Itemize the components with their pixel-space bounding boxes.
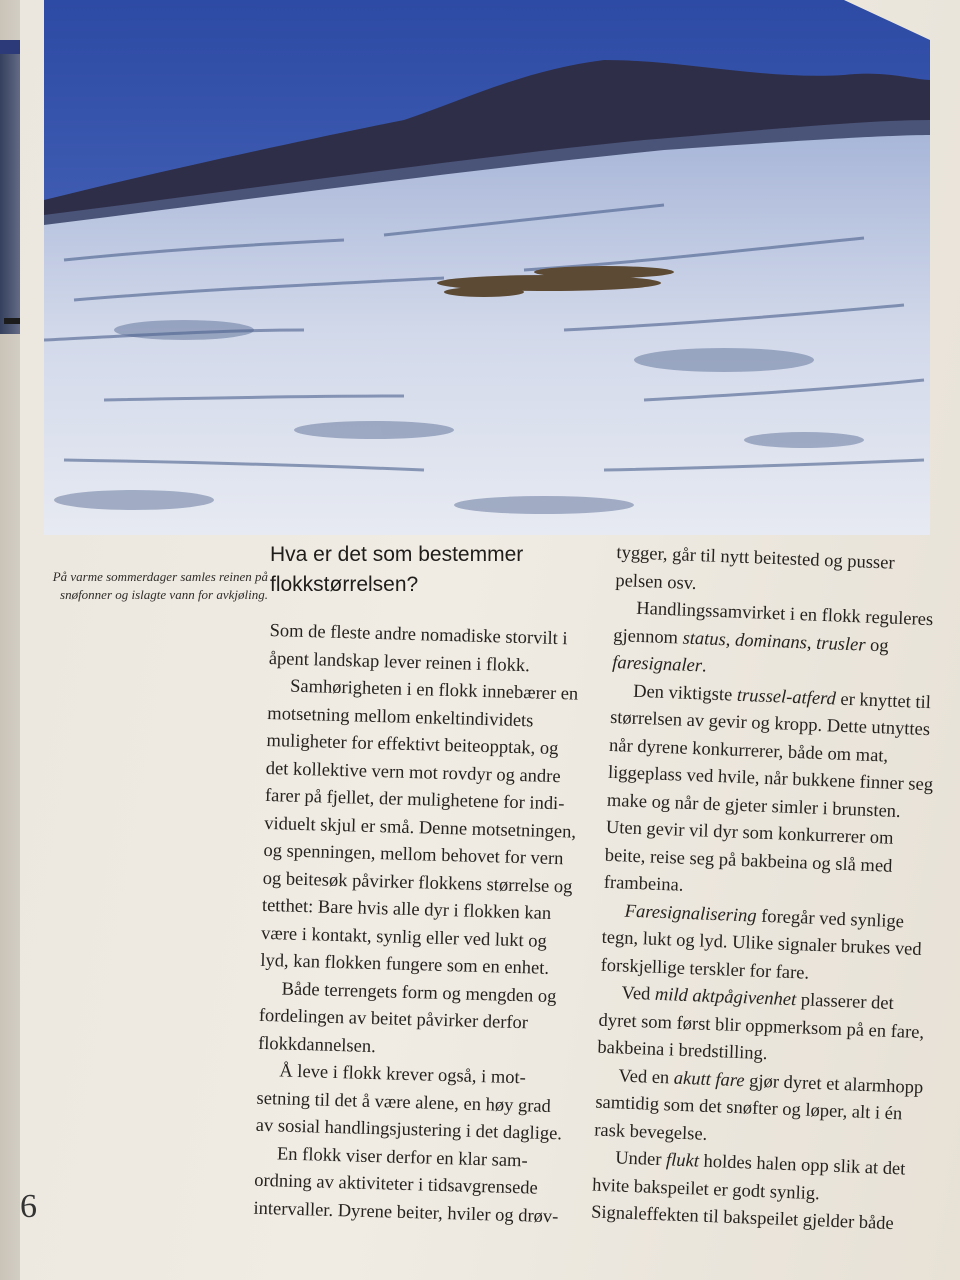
text-column-right (591, 540, 947, 1240)
emphasis-term: status (682, 628, 727, 650)
text-span: , (806, 632, 817, 654)
paragraph: Å leve i flokk krever også, i motsetning til det å være alene, en høy grad av sosial handlingsjustering i det daglige. (255, 1061, 563, 1145)
emphasis-term: trusler (815, 633, 866, 656)
paragraph: tygger, går til nytt beitested og pusser pelsen osv. (615, 542, 895, 594)
text-span: foregår ved synlige tegn, lukt og lyd. Ulike signaler brukes ved forskjellige terskler for fare. (600, 906, 922, 984)
text-span: er knyttet til størrelsen av gevir og kropp. Dette utnyttes når dyrene konkurrerer, både om mat, liggeplass ved hvile, når bukkene finner seg make og når de gjeter simler i brunsten. Uten gevir vil dyr som konkurrerer om beite, reise seg på bakbeina og slå med frambeina. (603, 689, 934, 896)
paragraph (600, 897, 933, 992)
emphasis-term: Faresignalisering (624, 901, 757, 927)
emphasis-term: flukt (665, 1150, 700, 1172)
text-span: Ved en (618, 1065, 675, 1089)
page-number: 6 (20, 1188, 37, 1225)
section-heading: Hva er det som bestemmer flokkstørrelsen? (270, 543, 524, 596)
emphasis-term: mild aktpågivenhet (654, 984, 797, 1011)
text-span: Handlingssamvirket i en flokk reguleres gjennom (612, 598, 934, 649)
paragraph: Samhørigheten i en flokk innebærer en motsetning mellom enkeltindividets muligheter for effektivt beiteopptak, og det kollektive vern mot rovdyr og andre farer på fjellet, der mulighetene for individuelt skjul er små. Denne motsetningen, og spenningen, mellom behovet for vern og beitesøk påvirker flokkens størrelse og tetthet: Bare hvis alle dyr i flokken kan være i kontakt, synlig eller ved lukt og lyd, kan flokken fungere som en enhet. (260, 676, 579, 979)
text-span: plasserer det dyret som først blir oppmerksom på en fare, bakbeina i bredstilling. (597, 990, 925, 1065)
text-column-left (253, 618, 585, 1232)
paragraph (591, 1145, 924, 1240)
book-page (20, 0, 960, 1280)
text-span: og (865, 635, 889, 656)
emphasis-term: dominans (734, 630, 808, 653)
text-span: Under (614, 1148, 667, 1171)
paragraph: Som de fleste andre nomadiske storvilt i åpent landskap lever reinen i flokk. (268, 620, 568, 676)
text-span: holdes halen opp slik at det hvite bakspeilet er godt synlig. Signaleffekten til bakspeilet gjelder både (590, 1151, 906, 1235)
paragraph (597, 980, 930, 1075)
photo-caption: På varme sommerdager samles reinen på snøfonner og islagte vann for avkjøling. (52, 569, 268, 602)
paragraph: Både terrengets form og mengden og fordelingen av beitet påvirker derfor flokkdannelsen. (257, 978, 557, 1057)
text-span: , (725, 629, 736, 651)
paragraph: En flokk viser derfor en klar samordning av aktiviteter i tidsavgrensede intervaller. Dyrene beiter, hviler og drøv- (253, 1143, 559, 1227)
emphasis-term: akutt fare (673, 1068, 745, 1091)
text-span: . (701, 656, 707, 677)
photo-reindeer-herd-on-snow (44, 0, 930, 535)
text-span: Den viktigste (632, 681, 738, 706)
emphasis-term: faresignaler (611, 652, 703, 677)
emphasis-term: trussel-atferd (736, 685, 837, 710)
paragraph (612, 595, 945, 690)
text-span: gjør dyret et alarmhopp samtidig som det snøfter og løper, alt i én rask bevegelse. (593, 1070, 924, 1145)
paragraph (594, 1062, 927, 1157)
text-span: Ved (621, 983, 656, 1005)
paragraph (603, 677, 941, 910)
